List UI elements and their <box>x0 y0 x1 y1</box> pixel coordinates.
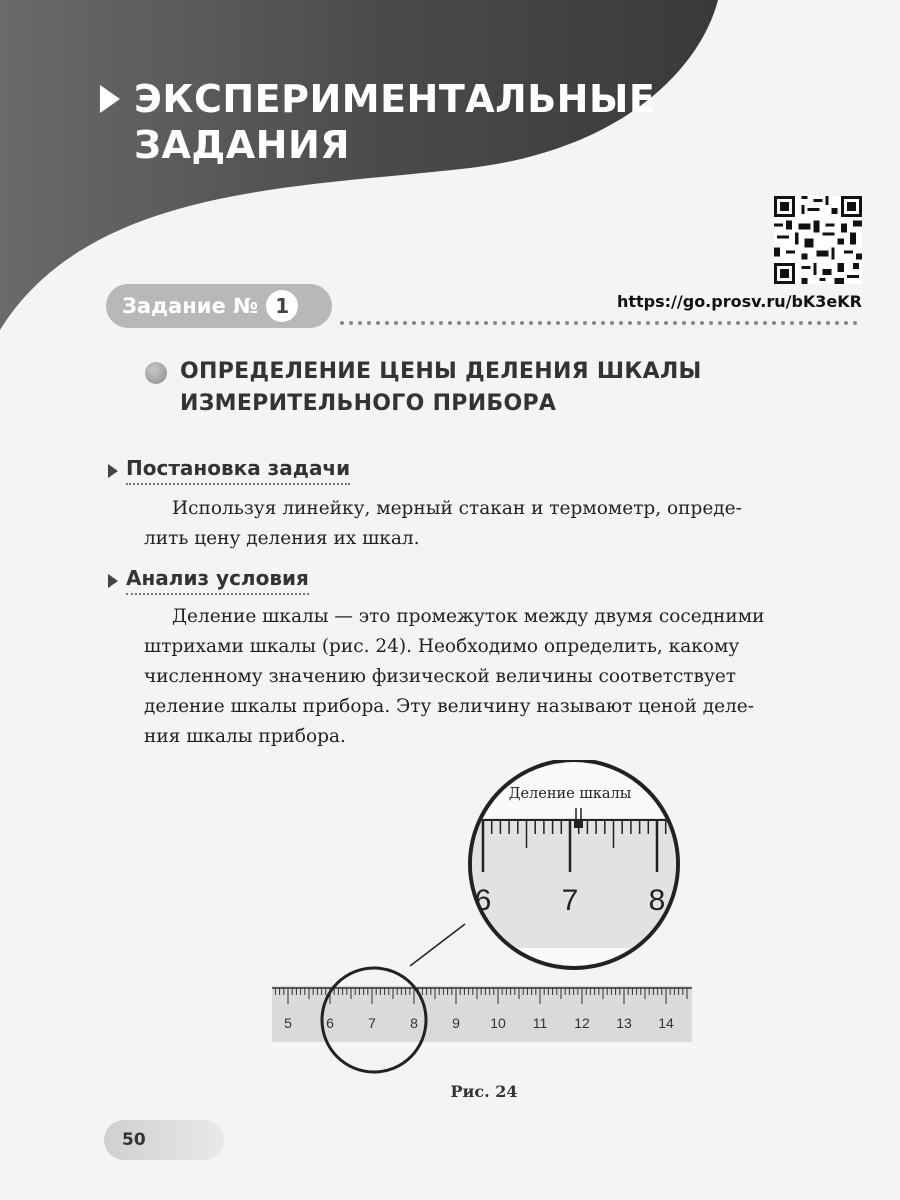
page-number-value: 50 <box>122 1130 146 1150</box>
analysis-line4: деление шкалы прибора. Эту величину называют ценой деле- <box>144 696 755 717</box>
task-number: 1 <box>266 290 298 322</box>
triangle-right-icon <box>108 574 118 588</box>
ruler-number: 10 <box>490 1015 506 1031</box>
section-title <box>180 356 702 420</box>
analysis-text <box>144 602 860 752</box>
zoom-number: 7 <box>561 884 579 917</box>
task-label: Задание № <box>122 294 259 318</box>
analysis-heading: Анализ условия <box>108 566 309 595</box>
zoom-number: 6 <box>474 884 492 917</box>
ruler-number: 13 <box>616 1015 632 1031</box>
section-title-line2: ИЗМЕРИТЕЛЬНОГО ПРИБОРА <box>180 391 557 416</box>
triangle-right-icon <box>108 464 118 478</box>
ruler-number: 11 <box>532 1015 548 1031</box>
ruler-number: 5 <box>284 1015 292 1031</box>
bullet-circle-icon <box>145 362 167 384</box>
problem-heading: Постановка задачи <box>108 456 350 485</box>
chevron-right-icon <box>100 85 120 113</box>
chapter-title <box>100 76 655 168</box>
qr-code-icon <box>774 196 862 284</box>
callout-label: Деление шкалы <box>508 786 632 802</box>
figure-caption: Рис. 24 <box>450 1082 518 1101</box>
ruler-number: 9 <box>452 1015 460 1031</box>
qr-link-url[interactable]: https://go.prosv.ru/bK3eKR <box>616 292 862 311</box>
ruler-figure <box>260 760 700 1090</box>
ruler-number: 8 <box>410 1015 418 1031</box>
ruler-number: 6 <box>326 1015 334 1031</box>
analysis-line3: численному значению физической величины соответствует <box>144 666 737 687</box>
problem-line2: лить цену деления их шкал. <box>144 528 420 549</box>
analysis-line1: Деление шкалы — это промежуток между двумя соседними <box>172 606 765 627</box>
ruler-number: 12 <box>574 1015 590 1031</box>
section-title-line1: ОПРЕДЕЛЕНИЕ ЦЕНЫ ДЕЛЕНИЯ ШКАЛЫ <box>180 359 702 384</box>
problem-line1: Используя линейку, мерный стакан и термометр, опреде- <box>172 498 742 519</box>
ruler-number: 7 <box>368 1015 376 1031</box>
page-number <box>104 1120 224 1160</box>
problem-text <box>144 494 860 554</box>
chapter-title-line1: ЭКСПЕРИМЕНТАЛЬНЫЕ <box>134 77 656 121</box>
chapter-title-line2: ЗАДАНИЯ <box>134 123 351 167</box>
analysis-line5: ния шкалы прибора. <box>144 726 346 747</box>
analysis-line2: штрихами шкалы (рис. 24). Необходимо определить, какому <box>144 636 740 657</box>
zoom-number: 8 <box>648 884 666 917</box>
dotted-divider <box>340 320 862 326</box>
task-badge <box>106 284 332 328</box>
ruler-number: 14 <box>658 1015 674 1031</box>
ruler <box>272 986 692 1042</box>
